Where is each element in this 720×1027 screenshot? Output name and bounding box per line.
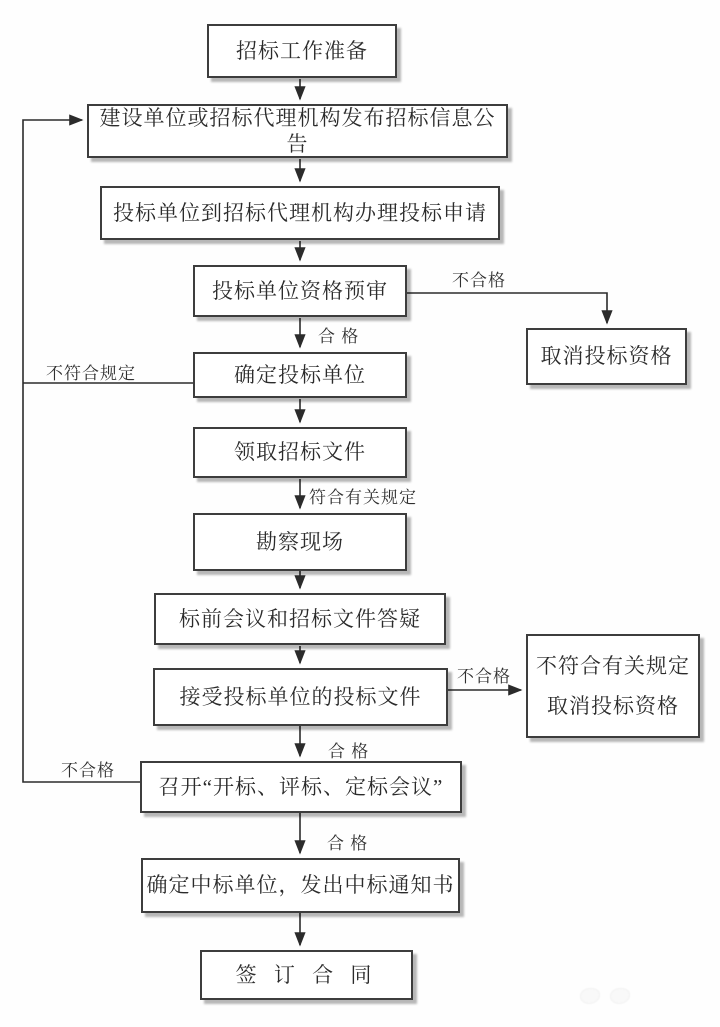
watermark (580, 985, 640, 1007)
node-site-survey-label: 勘察现场 (256, 529, 344, 554)
node-collect-docs (193, 427, 407, 478)
edge-label-not-conform: 不符合规定 (46, 364, 136, 383)
node-accept-bids-label: 接受投标单位的投标文件 (179, 684, 422, 709)
edge-label-qualified-meeting: 合 格 (327, 834, 369, 853)
node-prepare-label: 招标工作准备 (236, 38, 368, 63)
edge-label-conform-rules: 符合有关规定 (309, 488, 417, 507)
node-sign-contract (200, 950, 413, 1000)
node-site-survey (193, 513, 407, 571)
watermark-mark-1 (580, 988, 600, 1004)
edge-label-qualified-bids: 合 格 (328, 742, 370, 761)
edge-label-unqualified-meeting: 不合格 (61, 761, 115, 780)
node-confirm-bidders (193, 352, 407, 398)
watermark-mark-2 (610, 988, 630, 1004)
node-disqualify (526, 328, 687, 385)
node-confirm-bidders-label: 确定投标单位 (234, 362, 366, 387)
node-pre-bid-meeting (154, 593, 446, 645)
node-bid-meeting-label: 召开“开标、评标、定标会议” (158, 774, 444, 799)
node-sign-contract-label: 签 订 合 同 (235, 962, 378, 987)
node-disqualify-rules (526, 634, 700, 738)
node-disqualify-label: 取消投标资格 (540, 344, 673, 369)
edge-label-unqualified-bids: 不合格 (457, 667, 511, 686)
node-pre-bid-meeting-label: 标前会议和招标文件答疑 (179, 606, 421, 631)
node-apply-label: 投标单位到招标代理机构办理投标申请 (113, 200, 487, 225)
node-award-notice (141, 858, 460, 913)
node-award-notice-label: 确定中标单位，发出中标通知书 (146, 873, 455, 898)
node-apply (100, 186, 500, 240)
edge-label-unqualified-prequalify: 不合格 (452, 271, 506, 290)
node-bid-meeting (140, 761, 462, 813)
node-announce (87, 104, 508, 158)
node-disqualify-rules-line2: 取消投标资格 (547, 694, 679, 718)
node-prequalify (193, 265, 407, 317)
node-prequalify-label: 投标单位资格预审 (212, 278, 388, 303)
node-collect-docs-label: 领取招标文件 (234, 440, 366, 465)
node-prepare (207, 24, 397, 78)
edge-label-qualified-prequalify: 合 格 (318, 327, 360, 346)
node-accept-bids (153, 668, 448, 726)
node-announce-label: 建设单位或招标代理机构发布招标信息公告 (99, 105, 496, 156)
node-disqualify-rules-line1: 不符合有关规定 (536, 653, 690, 678)
